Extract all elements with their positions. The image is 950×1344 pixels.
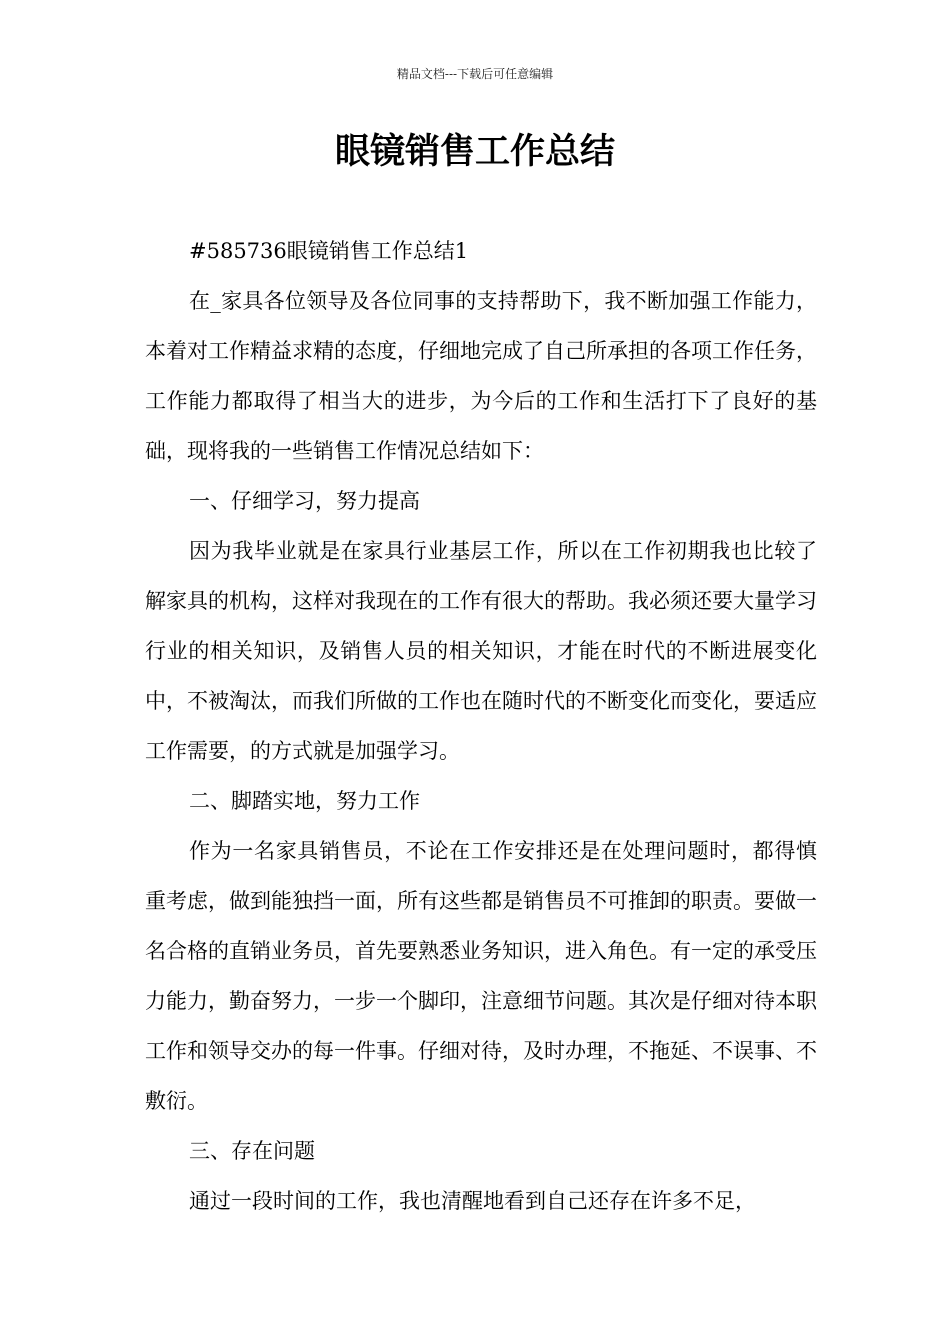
section-heading-3: 三、存在问题 (189, 1139, 315, 1163)
document-body (145, 226, 817, 1226)
paragraph-section-2: 作为一名家具销售员，不论在工作安排还是在处理问题时，都得慎重考虑，做到能独挡一面，所有这些都是销售员不可推卸的职责。要做一名合格的直销业务员，首先要熟悉业务知识，进入角色。有一定的承受压力能力，勤奋努力，一步一个脚印，注意细节问题。其次是仔细对待本职工作和领导交办的每一件事。仔细对待，及时办理，不拖延、不误事、不敷衍。 (145, 839, 817, 1113)
paragraph-section-3: 通过一段时间的工作，我也清醒地看到自己还存在许多不足， (189, 1189, 756, 1213)
section-heading-2: 二、脚踏实地，努力工作 (189, 789, 420, 813)
paragraph-intro: 在_家具各位领导及各位同事的支持帮助下，我不断加强工作能力，本着对工作精益求精的态度，仔细地完成了自己所承担的各项工作任务，工作能力都取得了相当大的进步，为今后的工作和生活打下了良好的基础，现将我的一些销售工作情况总结如下： (145, 289, 817, 463)
paragraph-section-1: 因为我毕业就是在家具行业基层工作，所以在工作初期我也比较了解家具的机构，这样对我现在的工作有很大的帮助。我必须还要大量学习行业的相关知识，及销售人员的相关知识，才能在时代的不断进展变化中，不被淘汰，而我们所做的工作也在随时代的不断变化而变化，要适应工作需要，的方式就是加强学习。 (145, 539, 817, 763)
paragraph-doc-number: #585736眼镜销售工作总结1 (189, 239, 469, 263)
document-title: 眼镜销售工作总结 (334, 132, 615, 172)
header-note: 精品文档---下载后可任意编辑 (396, 67, 554, 81)
section-heading-1: 一、仔细学习，努力提高 (189, 489, 420, 513)
